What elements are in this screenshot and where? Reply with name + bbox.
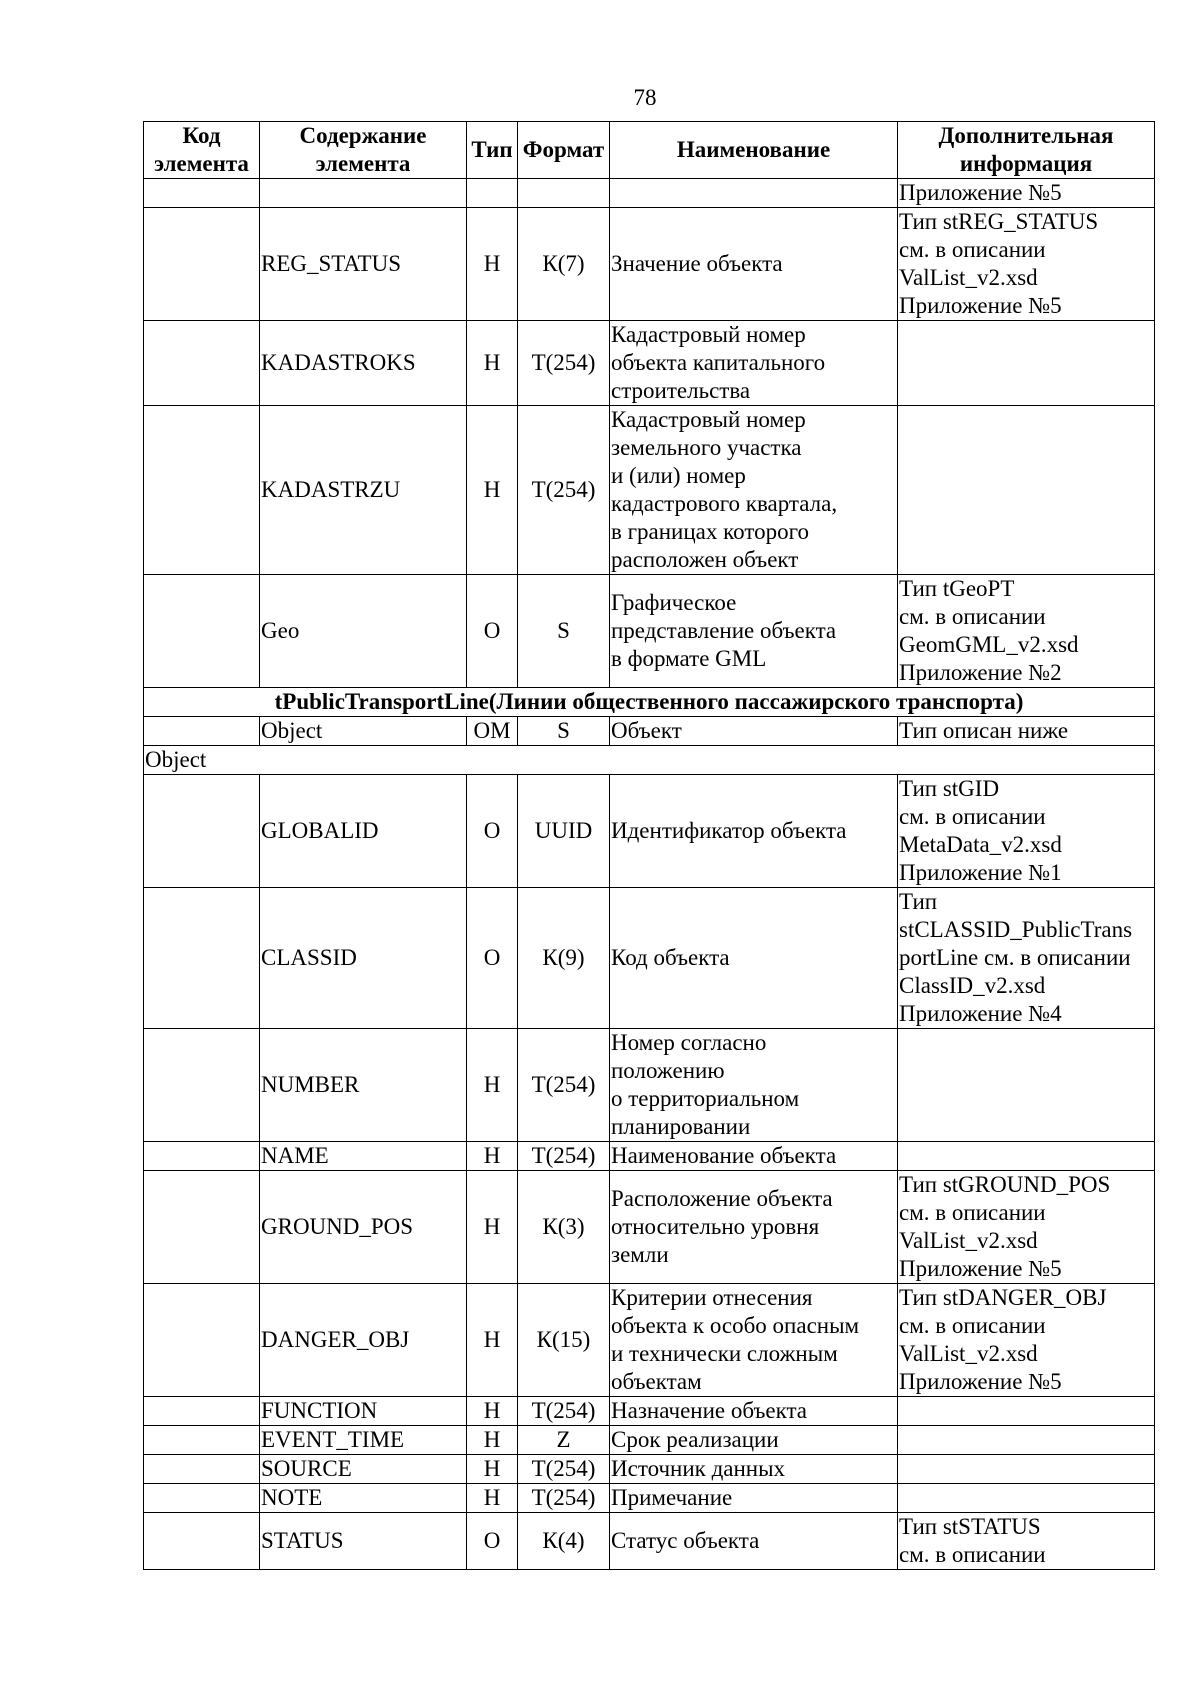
cell-code xyxy=(144,1426,260,1455)
cell-name xyxy=(610,1171,898,1284)
cell-format: К(15) xyxy=(518,1284,610,1397)
info-line: Приложение №5 xyxy=(899,1256,1062,1281)
name-line: кадастрового квартала, xyxy=(611,491,838,516)
cell-name xyxy=(610,1397,898,1426)
cell-name xyxy=(610,1284,898,1397)
name-line: и технически сложным xyxy=(611,1341,838,1366)
info-line: Приложение №4 xyxy=(899,1001,1062,1026)
cell-name xyxy=(610,1029,898,1142)
info-line: Приложение №5 xyxy=(899,1369,1062,1394)
cell-content: SOURCE xyxy=(260,1455,467,1484)
cell-type: О xyxy=(467,1513,518,1570)
table-row xyxy=(144,1513,1155,1570)
cell-format: Т(254) xyxy=(518,406,610,575)
cell-format: К(4) xyxy=(518,1513,610,1570)
cell-content: EVENT_TIME xyxy=(260,1426,467,1455)
name-line: земельного участка xyxy=(611,435,802,460)
name-line: планировании xyxy=(611,1114,751,1139)
header-code: Код элемента xyxy=(144,122,260,179)
name-line: и (или) номер xyxy=(611,463,746,488)
cell-info xyxy=(898,1397,1155,1426)
info-line: см. в описании xyxy=(899,237,1046,262)
table-row xyxy=(144,717,1155,746)
name-line: Код объекта xyxy=(611,945,730,970)
cell-content: Geo xyxy=(260,575,467,688)
name-line: расположен объект xyxy=(611,547,799,572)
table-row xyxy=(144,1484,1155,1513)
cell-name xyxy=(610,406,898,575)
cell-type: Н xyxy=(467,208,518,321)
table-row xyxy=(144,775,1155,888)
info-line: ValList_v2.xsd xyxy=(899,1228,1038,1253)
cell-format: Т(254) xyxy=(518,1484,610,1513)
cell-content: GROUND_POS xyxy=(260,1171,467,1284)
cell-content: STATUS xyxy=(260,1513,467,1570)
info-line: см. в описании xyxy=(899,1200,1046,1225)
cell-info xyxy=(898,1484,1155,1513)
info-line: см. в описании xyxy=(899,1313,1046,1338)
cell-content: GLOBALID xyxy=(260,775,467,888)
name-line: земли xyxy=(611,1242,669,1267)
cell-info xyxy=(898,888,1155,1029)
type-label: Object xyxy=(144,746,1155,775)
cell-name xyxy=(610,575,898,688)
name-line: Срок реализации xyxy=(611,1427,779,1452)
cell-name xyxy=(610,775,898,888)
name-line: Кадастровый номер xyxy=(611,322,806,347)
cell-format: Т(254) xyxy=(518,1142,610,1171)
name-line: объектам xyxy=(611,1369,702,1394)
info-line: см. в описании xyxy=(899,604,1046,629)
cell-format: Т(254) xyxy=(518,1029,610,1142)
cell-name xyxy=(610,1142,898,1171)
cell-type: Н xyxy=(467,1484,518,1513)
cell-code xyxy=(144,321,260,406)
name-line: Назначение объекта xyxy=(611,1398,807,1423)
header-format: Формат xyxy=(518,122,610,179)
name-line: Критерии отнесения xyxy=(611,1285,813,1310)
cell-code xyxy=(144,1455,260,1484)
cell-type: Н xyxy=(467,406,518,575)
header-type: Тип xyxy=(467,122,518,179)
info-line: см. в описании xyxy=(899,804,1046,829)
cell-content: CLASSID xyxy=(260,888,467,1029)
name-line: Объект xyxy=(611,718,682,743)
table-body xyxy=(144,179,1155,1570)
cell-type: Н xyxy=(467,1455,518,1484)
cell-format: Т(254) xyxy=(518,321,610,406)
name-line: Значение объекта xyxy=(611,251,783,276)
cell-type: Н xyxy=(467,321,518,406)
header-content: Содержание элемента xyxy=(260,122,467,179)
section-title: tPublicTransportLine(Линии общественного пассажирского транспорта) xyxy=(144,688,1155,717)
cell-code xyxy=(144,1029,260,1142)
cell-info xyxy=(898,321,1155,406)
cell-code xyxy=(144,717,260,746)
info-line: ClassID_v2.xsd xyxy=(899,973,1046,998)
table-row xyxy=(144,1426,1155,1455)
name-line: представление объекта xyxy=(611,618,837,643)
cell-format: Т(254) xyxy=(518,1397,610,1426)
page-number: 78 xyxy=(633,85,657,110)
cell-code xyxy=(144,888,260,1029)
cell-format: К(3) xyxy=(518,1171,610,1284)
table-row xyxy=(144,321,1155,406)
info-line: Тип описан ниже xyxy=(899,718,1069,743)
name-line: Кадастровый номер xyxy=(611,407,806,432)
info-line: ValList_v2.xsd xyxy=(899,265,1038,290)
name-line: Источник данных xyxy=(611,1456,786,1481)
cell-content: NOTE xyxy=(260,1484,467,1513)
cell-code xyxy=(144,575,260,688)
cell-type: Н xyxy=(467,1029,518,1142)
cell-name xyxy=(610,1426,898,1455)
info-line: GeomGML_v2.xsd xyxy=(899,632,1079,657)
info-line: Тип tGeoPT xyxy=(899,576,1015,601)
table-row xyxy=(144,179,1155,208)
info-line: см. в описании xyxy=(899,1542,1046,1567)
cell-code xyxy=(144,1142,260,1171)
info-line: ValList_v2.xsd xyxy=(899,1341,1038,1366)
cell-type: Н xyxy=(467,1171,518,1284)
table-header-row xyxy=(144,122,1155,179)
cell-type: Н xyxy=(467,1426,518,1455)
cell-info xyxy=(898,1284,1155,1397)
name-line: в формате GML xyxy=(611,646,767,671)
cell-content: NAME xyxy=(260,1142,467,1171)
cell-format: К(7) xyxy=(518,208,610,321)
name-line: Статус объекта xyxy=(611,1528,760,1553)
element-spec-table xyxy=(143,121,1155,1570)
cell-format: К(9) xyxy=(518,888,610,1029)
cell-info xyxy=(898,1171,1155,1284)
name-line: в границах которого xyxy=(611,519,809,544)
cell-info xyxy=(898,575,1155,688)
name-line: объекта капитального xyxy=(611,350,826,375)
cell-name xyxy=(610,1455,898,1484)
table-row xyxy=(144,1029,1155,1142)
cell-format: Т(254) xyxy=(518,1455,610,1484)
cell-format: S xyxy=(518,575,610,688)
cell-code xyxy=(144,1484,260,1513)
name-line: относительно уровня xyxy=(611,1214,820,1239)
cell-content: REG_STATUS xyxy=(260,208,467,321)
cell-info xyxy=(898,1513,1155,1570)
cell-type: О xyxy=(467,775,518,888)
cell-name xyxy=(610,1484,898,1513)
cell-code xyxy=(144,775,260,888)
cell-type: ОМ xyxy=(467,717,518,746)
name-line: Графическое xyxy=(611,590,737,615)
name-line: о территориальном xyxy=(611,1086,800,1111)
info-line: Тип stSTATUS xyxy=(899,1514,1041,1539)
table-row xyxy=(144,1284,1155,1397)
cell-content xyxy=(260,179,467,208)
cell-content: NUMBER xyxy=(260,1029,467,1142)
cell-info xyxy=(898,208,1155,321)
table-row xyxy=(144,575,1155,688)
cell-info xyxy=(898,1455,1155,1484)
table-row xyxy=(144,208,1155,321)
info-line: Тип stGROUND_POS xyxy=(899,1172,1111,1197)
name-line: Примечание xyxy=(611,1485,733,1510)
info-line: MetaData_v2.xsd xyxy=(899,832,1062,857)
cell-content: KADASTRZU xyxy=(260,406,467,575)
cell-type: Н xyxy=(467,1284,518,1397)
table-row xyxy=(144,406,1155,575)
cell-name xyxy=(610,1513,898,1570)
info-line: Тип stDANGER_OBJ xyxy=(899,1285,1107,1310)
cell-content: FUNCTION xyxy=(260,1397,467,1426)
cell-info xyxy=(898,775,1155,888)
table-row xyxy=(144,1455,1155,1484)
cell-info xyxy=(898,1426,1155,1455)
info-line: Приложение №1 xyxy=(899,860,1062,885)
info-line: stCLASSID_PublicTrans xyxy=(899,917,1133,942)
cell-code xyxy=(144,406,260,575)
cell-code xyxy=(144,208,260,321)
cell-content: Object xyxy=(260,717,467,746)
cell-code xyxy=(144,1397,260,1426)
name-line: Расположение объекта xyxy=(611,1186,833,1211)
cell-info xyxy=(898,406,1155,575)
name-line: объекта к особо опасным xyxy=(611,1313,860,1338)
table-row xyxy=(144,1142,1155,1171)
header-info: Дополнительная информация xyxy=(898,122,1155,179)
info-line: Тип stGID xyxy=(899,776,1000,801)
cell-type: О xyxy=(467,888,518,1029)
cell-name xyxy=(610,888,898,1029)
cell-code xyxy=(144,1171,260,1284)
cell-format: Z xyxy=(518,1426,610,1455)
name-line: Идентификатор объекта xyxy=(611,818,847,843)
cell-name xyxy=(610,179,898,208)
cell-name xyxy=(610,717,898,746)
info-line: Приложение №5 xyxy=(899,180,1062,205)
cell-name xyxy=(610,208,898,321)
cell-code xyxy=(144,179,260,208)
info-line: Тип xyxy=(899,889,938,914)
type-label-row xyxy=(144,746,1155,775)
cell-info xyxy=(898,1029,1155,1142)
cell-info xyxy=(898,1142,1155,1171)
header-name: Наименование xyxy=(610,122,898,179)
cell-type xyxy=(467,179,518,208)
cell-code xyxy=(144,1284,260,1397)
cell-content: DANGER_OBJ xyxy=(260,1284,467,1397)
cell-name xyxy=(610,321,898,406)
cell-type: Н xyxy=(467,1142,518,1171)
cell-type: О xyxy=(467,575,518,688)
table-row xyxy=(144,1397,1155,1426)
cell-content: KADASTROKS xyxy=(260,321,467,406)
table-row xyxy=(144,888,1155,1029)
name-line: строительства xyxy=(611,378,751,403)
cell-info xyxy=(898,179,1155,208)
info-line: Тип stREG_STATUS xyxy=(899,209,1099,234)
name-line: Номер согласно xyxy=(611,1030,767,1055)
cell-format: UUID xyxy=(518,775,610,888)
table-row xyxy=(144,1171,1155,1284)
info-line: Приложение №5 xyxy=(899,293,1062,318)
cell-format: S xyxy=(518,717,610,746)
info-line: Приложение №2 xyxy=(899,660,1062,685)
cell-info xyxy=(898,717,1155,746)
info-line: portLine см. в описании xyxy=(899,945,1131,970)
cell-type: Н xyxy=(467,1397,518,1426)
name-line: положению xyxy=(611,1058,725,1083)
section-title-row xyxy=(144,688,1155,717)
cell-format xyxy=(518,179,610,208)
cell-code xyxy=(144,1513,260,1570)
name-line: Наименование объекта xyxy=(611,1143,837,1168)
